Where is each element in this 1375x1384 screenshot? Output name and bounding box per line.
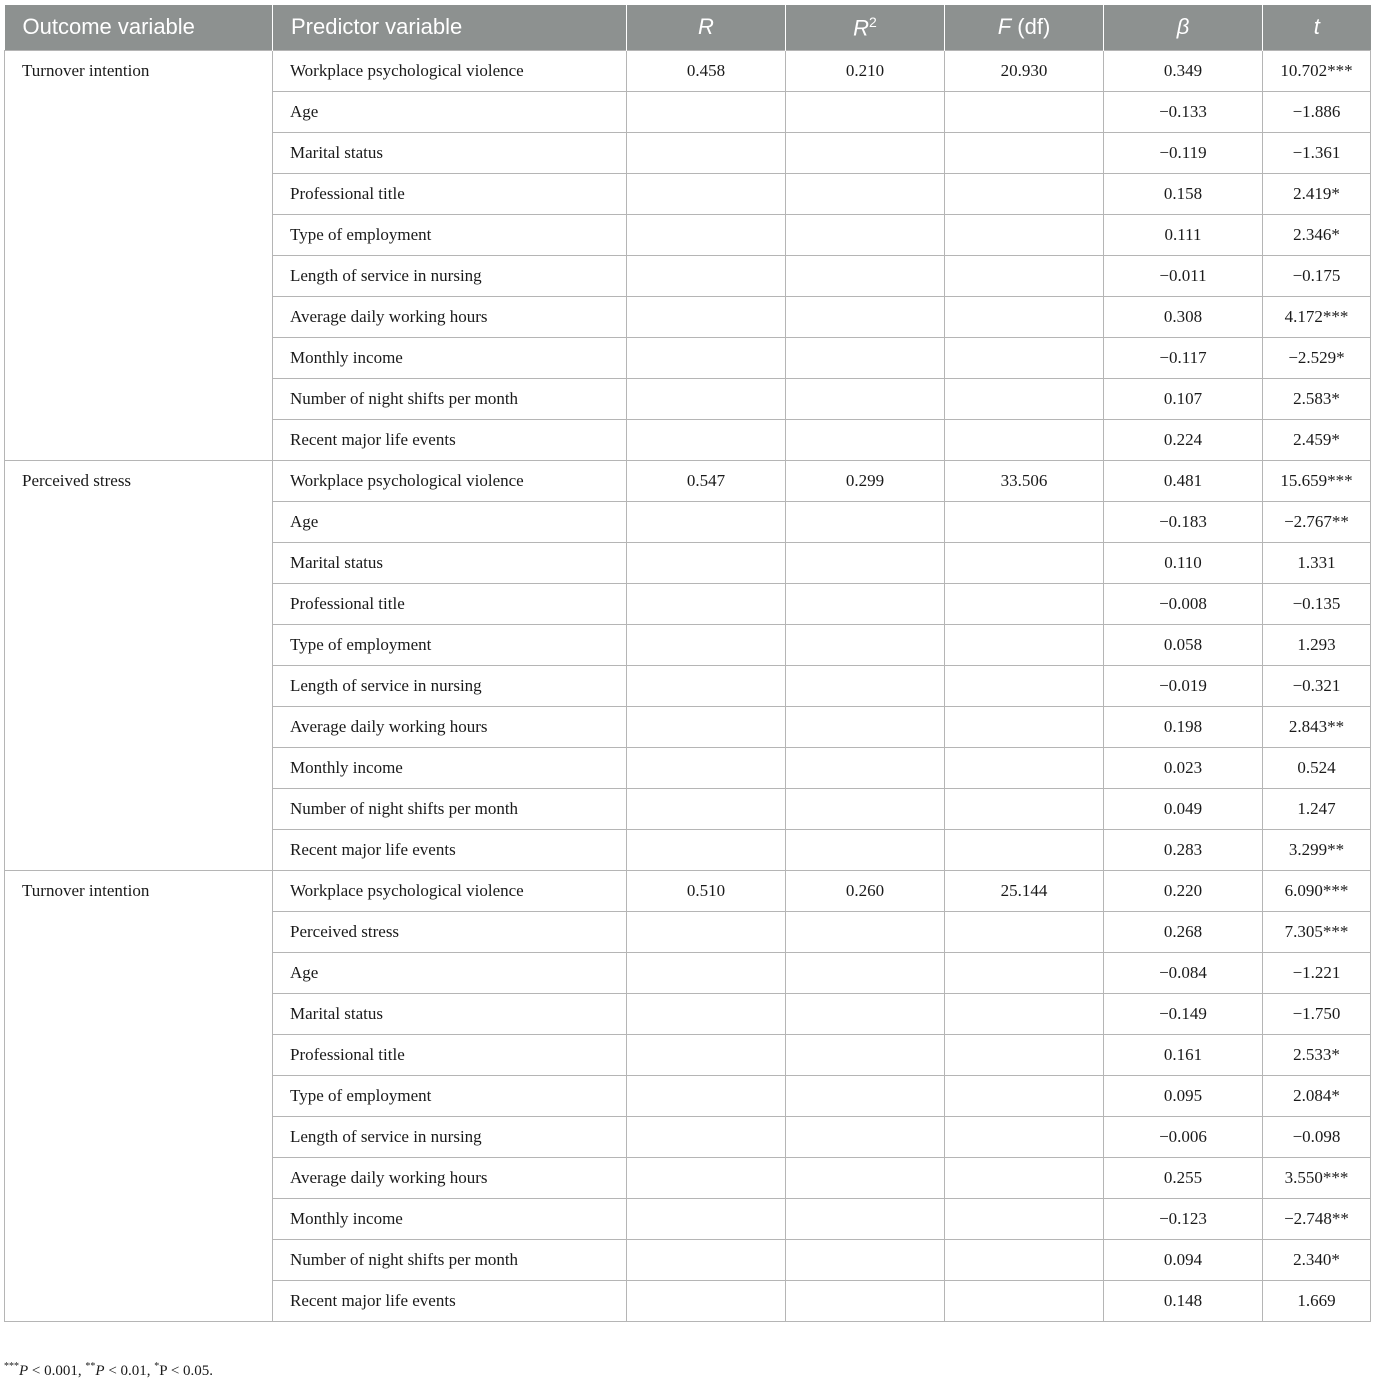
- t-cell: 3.550***: [1263, 1157, 1371, 1198]
- predictor-cell: Length of service in nursing: [273, 665, 627, 706]
- beta-cell: 0.111: [1104, 214, 1263, 255]
- beta-cell: −0.119: [1104, 132, 1263, 173]
- r2-cell: [786, 378, 945, 419]
- footnote-star1: *: [154, 1361, 160, 1372]
- r2-cell: [786, 337, 945, 378]
- beta-cell: 0.107: [1104, 378, 1263, 419]
- r-cell: [627, 91, 786, 132]
- r-cell: [627, 747, 786, 788]
- footnote-p2: P: [95, 1363, 105, 1379]
- t-cell: 0.524: [1263, 747, 1371, 788]
- r2-cell: [786, 542, 945, 583]
- t-cell: 2.340*: [1263, 1239, 1371, 1280]
- predictor-cell: Professional title: [273, 173, 627, 214]
- beta-cell: 0.224: [1104, 419, 1263, 460]
- r2-cell: [786, 501, 945, 542]
- r2-cell: [786, 829, 945, 870]
- f-cell: [945, 624, 1104, 665]
- predictor-cell: Perceived stress: [273, 911, 627, 952]
- predictor-cell: Workplace psychological violence: [273, 460, 627, 501]
- r2-cell: 0.299: [786, 460, 945, 501]
- r-cell: [627, 296, 786, 337]
- beta-cell: −0.006: [1104, 1116, 1263, 1157]
- r2-cell: [786, 1198, 945, 1239]
- r2-cell: [786, 214, 945, 255]
- r-cell: [627, 952, 786, 993]
- r2-cell: [786, 952, 945, 993]
- f-cell: 33.506: [945, 460, 1104, 501]
- beta-cell: −0.183: [1104, 501, 1263, 542]
- r-cell: [627, 665, 786, 706]
- f-cell: 25.144: [945, 870, 1104, 911]
- r2-cell: [786, 583, 945, 624]
- r-cell: [627, 911, 786, 952]
- r2-cell: [786, 419, 945, 460]
- t-cell: 2.583*: [1263, 378, 1371, 419]
- f-cell: [945, 132, 1104, 173]
- header-r: [627, 5, 786, 50]
- r-cell: [627, 419, 786, 460]
- r2-cell: [786, 173, 945, 214]
- table-row: [5, 460, 1371, 501]
- footnote-star3: ***: [4, 1361, 19, 1372]
- f-cell: 20.930: [945, 50, 1104, 91]
- f-cell: [945, 501, 1104, 542]
- r-cell: [627, 1157, 786, 1198]
- t-cell: −0.175: [1263, 255, 1371, 296]
- header-predictor: Predictor variable: [273, 5, 627, 50]
- header-beta-text: β: [1176, 14, 1190, 40]
- regression-table: [4, 5, 1371, 1322]
- beta-cell: 0.308: [1104, 296, 1263, 337]
- predictor-cell: Age: [273, 501, 627, 542]
- predictor-cell: Recent major life events: [273, 829, 627, 870]
- header-r-text: R: [698, 14, 714, 40]
- r-cell: [627, 1034, 786, 1075]
- r2-cell: [786, 1280, 945, 1321]
- predictor-cell: Type of employment: [273, 624, 627, 665]
- footnote-t2: < 0.01,: [104, 1363, 155, 1379]
- beta-cell: 0.158: [1104, 173, 1263, 214]
- beta-cell: 0.283: [1104, 829, 1263, 870]
- f-cell: [945, 1034, 1104, 1075]
- r-cell: [627, 255, 786, 296]
- t-cell: 1.331: [1263, 542, 1371, 583]
- footnote-t1: < 0.001,: [28, 1363, 86, 1379]
- r-cell: [627, 378, 786, 419]
- beta-cell: −0.123: [1104, 1198, 1263, 1239]
- f-cell: [945, 747, 1104, 788]
- t-cell: 2.459*: [1263, 419, 1371, 460]
- outcome-cell: Turnover intention: [5, 870, 273, 1321]
- beta-cell: −0.008: [1104, 583, 1263, 624]
- header-r2: [786, 5, 945, 50]
- r-cell: [627, 337, 786, 378]
- r-cell: 0.547: [627, 460, 786, 501]
- predictor-cell: Monthly income: [273, 747, 627, 788]
- f-cell: [945, 706, 1104, 747]
- f-cell: [945, 173, 1104, 214]
- beta-cell: −0.149: [1104, 993, 1263, 1034]
- f-cell: [945, 91, 1104, 132]
- beta-cell: 0.268: [1104, 911, 1263, 952]
- r2-cell: [786, 91, 945, 132]
- r-cell: 0.458: [627, 50, 786, 91]
- predictor-cell: Average daily working hours: [273, 296, 627, 337]
- beta-cell: 0.220: [1104, 870, 1263, 911]
- header-f-rest: (df): [1011, 14, 1051, 40]
- t-cell: 4.172***: [1263, 296, 1371, 337]
- beta-cell: 0.049: [1104, 788, 1263, 829]
- t-cell: −0.135: [1263, 583, 1371, 624]
- t-cell: −0.098: [1263, 1116, 1371, 1157]
- f-cell: [945, 337, 1104, 378]
- predictor-cell: Number of night shifts per month: [273, 378, 627, 419]
- predictor-cell: Number of night shifts per month: [273, 788, 627, 829]
- r-cell: [627, 132, 786, 173]
- t-cell: 2.843**: [1263, 706, 1371, 747]
- f-cell: [945, 542, 1104, 583]
- outcome-cell: Perceived stress: [5, 460, 273, 870]
- t-cell: 2.419*: [1263, 173, 1371, 214]
- beta-cell: −0.117: [1104, 337, 1263, 378]
- t-cell: −2.529*: [1263, 337, 1371, 378]
- r2-cell: [786, 296, 945, 337]
- r-cell: [627, 1280, 786, 1321]
- f-cell: [945, 993, 1104, 1034]
- t-cell: 15.659***: [1263, 460, 1371, 501]
- beta-cell: 0.058: [1104, 624, 1263, 665]
- f-cell: [945, 788, 1104, 829]
- header-t-text: t: [1313, 14, 1320, 40]
- t-cell: −1.750: [1263, 993, 1371, 1034]
- beta-cell: 0.110: [1104, 542, 1263, 583]
- beta-cell: 0.161: [1104, 1034, 1263, 1075]
- predictor-cell: Workplace psychological violence: [273, 50, 627, 91]
- f-cell: [945, 829, 1104, 870]
- f-cell: [945, 952, 1104, 993]
- r-cell: [627, 583, 786, 624]
- table-row: [5, 870, 1371, 911]
- t-cell: 2.346*: [1263, 214, 1371, 255]
- f-cell: [945, 255, 1104, 296]
- t-cell: −2.767**: [1263, 501, 1371, 542]
- f-cell: [945, 419, 1104, 460]
- predictor-cell: Recent major life events: [273, 419, 627, 460]
- beta-cell: 0.095: [1104, 1075, 1263, 1116]
- beta-cell: −0.084: [1104, 952, 1263, 993]
- r2-cell: [786, 624, 945, 665]
- predictor-cell: Workplace psychological violence: [273, 870, 627, 911]
- r2-cell: [786, 788, 945, 829]
- footnote: [4, 1361, 213, 1380]
- predictor-cell: Average daily working hours: [273, 1157, 627, 1198]
- beta-cell: 0.148: [1104, 1280, 1263, 1321]
- header-beta: [1104, 5, 1263, 50]
- t-cell: 7.305***: [1263, 911, 1371, 952]
- predictor-cell: Length of service in nursing: [273, 255, 627, 296]
- t-cell: 1.293: [1263, 624, 1371, 665]
- beta-cell: 0.255: [1104, 1157, 1263, 1198]
- f-cell: [945, 378, 1104, 419]
- predictor-cell: Recent major life events: [273, 1280, 627, 1321]
- predictor-cell: Type of employment: [273, 1075, 627, 1116]
- predictor-cell: Number of night shifts per month: [273, 1239, 627, 1280]
- predictor-cell: Marital status: [273, 132, 627, 173]
- predictor-cell: Type of employment: [273, 214, 627, 255]
- t-cell: −1.221: [1263, 952, 1371, 993]
- f-cell: [945, 296, 1104, 337]
- beta-cell: 0.481: [1104, 460, 1263, 501]
- r2-cell: [786, 747, 945, 788]
- r2-cell: 0.260: [786, 870, 945, 911]
- beta-cell: −0.019: [1104, 665, 1263, 706]
- r2-cell: [786, 706, 945, 747]
- r2-cell: [786, 1116, 945, 1157]
- r2-cell: [786, 993, 945, 1034]
- r-cell: [627, 1075, 786, 1116]
- f-cell: [945, 911, 1104, 952]
- f-cell: [945, 1157, 1104, 1198]
- r2-cell: [786, 665, 945, 706]
- r-cell: [627, 993, 786, 1034]
- r2-cell: [786, 911, 945, 952]
- outcome-cell: Turnover intention: [5, 50, 273, 460]
- table-body: [5, 50, 1371, 1321]
- r2-cell: [786, 1157, 945, 1198]
- f-cell: [945, 1075, 1104, 1116]
- r2-cell: 0.210: [786, 50, 945, 91]
- t-cell: 1.247: [1263, 788, 1371, 829]
- predictor-cell: Average daily working hours: [273, 706, 627, 747]
- beta-cell: 0.349: [1104, 50, 1263, 91]
- header-outcome: Outcome variable: [5, 5, 273, 50]
- predictor-cell: Professional title: [273, 583, 627, 624]
- f-cell: [945, 214, 1104, 255]
- r-cell: [627, 1239, 786, 1280]
- f-cell: [945, 1116, 1104, 1157]
- r-cell: 0.510: [627, 870, 786, 911]
- predictor-cell: Age: [273, 952, 627, 993]
- predictor-cell: Monthly income: [273, 337, 627, 378]
- beta-cell: 0.023: [1104, 747, 1263, 788]
- t-cell: −0.321: [1263, 665, 1371, 706]
- r-cell: [627, 788, 786, 829]
- predictor-cell: Professional title: [273, 1034, 627, 1075]
- table-row: [5, 50, 1371, 91]
- r-cell: [627, 829, 786, 870]
- beta-cell: 0.198: [1104, 706, 1263, 747]
- t-cell: 3.299**: [1263, 829, 1371, 870]
- r-cell: [627, 214, 786, 255]
- r2-cell: [786, 1075, 945, 1116]
- footnote-p1: P: [19, 1363, 29, 1379]
- predictor-cell: Marital status: [273, 993, 627, 1034]
- r-cell: [627, 501, 786, 542]
- header-r2-sup: 2: [869, 13, 877, 30]
- r2-cell: [786, 1239, 945, 1280]
- f-cell: [945, 1280, 1104, 1321]
- header-f: [945, 5, 1104, 50]
- r2-cell: [786, 255, 945, 296]
- predictor-cell: Length of service in nursing: [273, 1116, 627, 1157]
- predictor-cell: Monthly income: [273, 1198, 627, 1239]
- r-cell: [627, 1116, 786, 1157]
- predictor-cell: Age: [273, 91, 627, 132]
- t-cell: −2.748**: [1263, 1198, 1371, 1239]
- t-cell: 10.702***: [1263, 50, 1371, 91]
- f-cell: [945, 1198, 1104, 1239]
- footnote-t3: P < 0.05.: [159, 1363, 214, 1379]
- footnote-star2: **: [85, 1361, 96, 1372]
- t-cell: −1.886: [1263, 91, 1371, 132]
- f-cell: [945, 1239, 1104, 1280]
- predictor-cell: Marital status: [273, 542, 627, 583]
- r-cell: [627, 624, 786, 665]
- r2-cell: [786, 1034, 945, 1075]
- f-cell: [945, 665, 1104, 706]
- beta-cell: −0.133: [1104, 91, 1263, 132]
- r-cell: [627, 173, 786, 214]
- t-cell: 2.084*: [1263, 1075, 1371, 1116]
- t-cell: 6.090***: [1263, 870, 1371, 911]
- r-cell: [627, 706, 786, 747]
- header-f-italic: F: [997, 14, 1012, 40]
- header-t: [1263, 5, 1371, 50]
- r2-cell: [786, 132, 945, 173]
- r-cell: [627, 1198, 786, 1239]
- t-cell: −1.361: [1263, 132, 1371, 173]
- r-cell: [627, 542, 786, 583]
- f-cell: [945, 583, 1104, 624]
- beta-cell: −0.011: [1104, 255, 1263, 296]
- header-r2-base: R: [853, 14, 870, 40]
- t-cell: 1.669: [1263, 1280, 1371, 1321]
- header-row: [5, 5, 1371, 50]
- t-cell: 2.533*: [1263, 1034, 1371, 1075]
- beta-cell: 0.094: [1104, 1239, 1263, 1280]
